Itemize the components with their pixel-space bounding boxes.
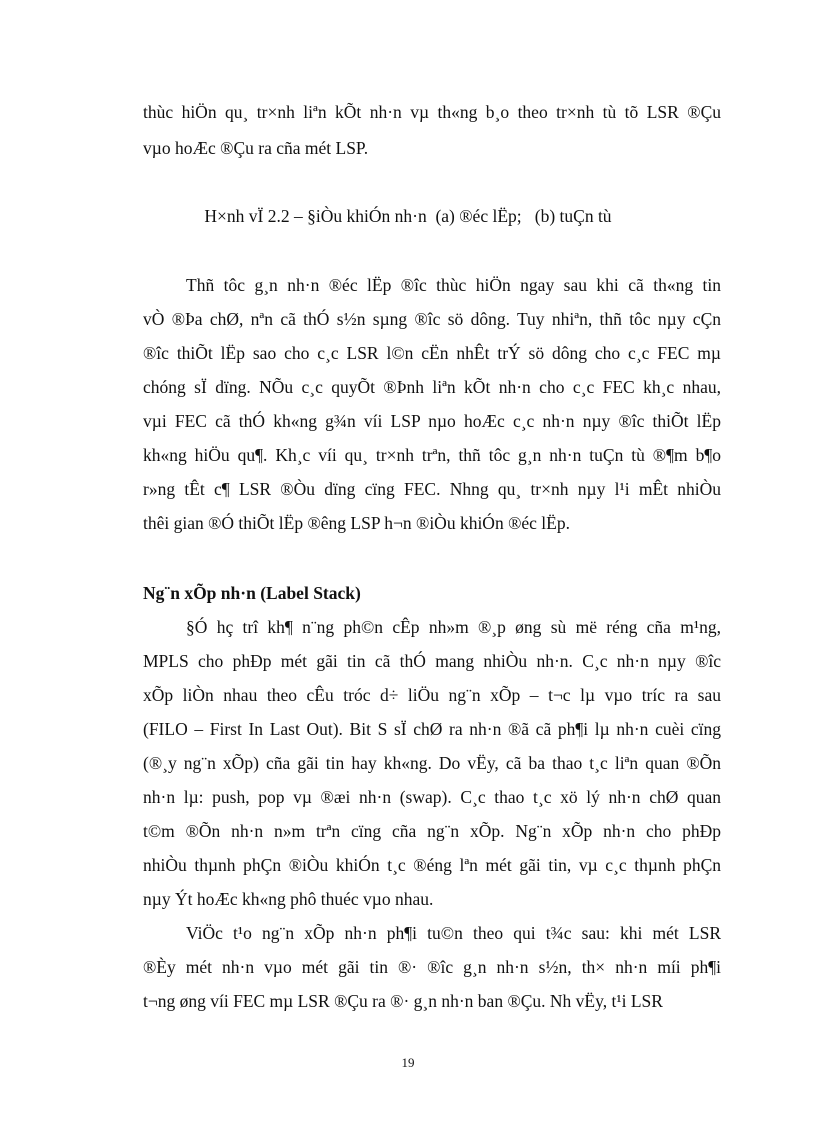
text-line: kh«ng hiÖu qu¶. Kh¸c víi qu¸ tr×nh trªn, thñ tôc g¸n nh·n tuÇn tù ®¶m b¶o	[143, 445, 721, 465]
figure-caption: H×nh vÏ 2.2 – §iÒu khiÓn nh·n (a) ®éc lËp; (b) tuÇn tù	[204, 206, 612, 226]
text-line: nµy Ýt hoÆc kh«ng phô thuéc vµo nhau.	[143, 889, 434, 909]
text-line: vµo hoÆc ®Çu ra cña mét LSP.	[143, 138, 369, 158]
text-line: Thñ tôc g¸n nh·n ®éc lËp ®îc thùc hiÖn ngay sau khi cã th«ng tin	[186, 275, 721, 295]
text-line: (FILO – First In Last Out). Bit S sÏ chØ ra nh·n ®ã cã ph¶i lµ nh·n cuèi cïng	[143, 719, 721, 739]
text-line: r»ng tÊt c¶ LSR ®Òu dïng cïng FEC. Nhng qu¸ tr×nh nµy l¹i mÊt nhiÒu	[143, 479, 721, 499]
text-line: thùc hiÖn qu¸ tr×nh liªn kÕt nh·n vµ th«ng b¸o theo tr×nh tù tõ LSR ®Çu	[143, 102, 721, 122]
text-line: vÒ ®Þa chØ, nªn cã thÓ s½n sµng ®îc sö dông. Tuy nhiªn, thñ tôc nµy cÇn	[143, 309, 721, 329]
text-line: (®¸y ng¨n xÕp) cña gãi tin hay kh«ng. Do vËy, cã ba thao t¸c liªn quan ®Õn	[143, 753, 721, 773]
text-line: t©m ®Õn nh·n n»m trªn cïng cña ng¨n xÕp. Ng¨n xÕp nh·n cho phÐp	[143, 821, 721, 841]
text-line: nhiÒu thµnh phÇn ®iÒu khiÓn t¸c ®éng lªn mét gãi tin, vµ c¸c thµnh phÇn	[143, 855, 721, 875]
text-line: ®Èy mét nh·n vµo mét gãi tin ®· ®îc g¸n nh·n s½n, th× nh·n míi ph¶i	[143, 957, 721, 977]
page-number: 19	[401, 1055, 415, 1070]
text-line: ViÖc t¹o ng¨n xÕp nh·n ph¶i tu©n theo qui t¾c sau: khi mét LSR	[186, 923, 721, 943]
text-line: §Ó hç trî kh¶ n¨ng ph©n cÊp nh»m ®¸p øng sù më réng cña m¹ng,	[186, 617, 721, 637]
text-line: MPLS cho phÐp mét gãi tin cã thÓ mang nhiÒu nh·n. C¸c nh·n nµy ®îc	[143, 651, 721, 671]
text-line: vµi FEC cã thÓ kh«ng g¾n víi LSP nµo hoÆc c¸c nh·n nµy ®îc thiÕt lËp	[143, 411, 721, 431]
text-line: nh·n lµ: push, pop vµ ®æi nh·n (swap). C¸c thao t¸c xö lý nh·n chØ quan	[143, 787, 721, 807]
text-line: xÕp liÒn nhau theo cÊu tróc d÷ liÖu ng¨n xÕp – t¬c lµ vµo tríc ra sau	[143, 685, 721, 705]
text-line: thêi gian ®Ó thiÕt lËp ®êng LSP h¬n ®iÒu khiÓn ®éc lËp.	[143, 513, 570, 533]
text-line: t¬ng øng víi FEC mµ LSR ®Çu ra ®· g¸n nh·n ban ®Çu. Nh vËy, t¹i LSR	[143, 991, 663, 1011]
text-line: ®îc thiÕt lËp sao cho c¸c LSR l©n cËn nhÊt trÝ sö dông cho c¸c FEC mµ	[143, 343, 721, 363]
text-line: chóng sÏ dïng. NÕu c¸c quyÕt ®Þnh liªn kÕt nh·n cho c¸c FEC kh¸c nhau,	[143, 377, 721, 397]
section-heading: Ng¨n xÕp nh·n (Label Stack)	[143, 583, 361, 603]
